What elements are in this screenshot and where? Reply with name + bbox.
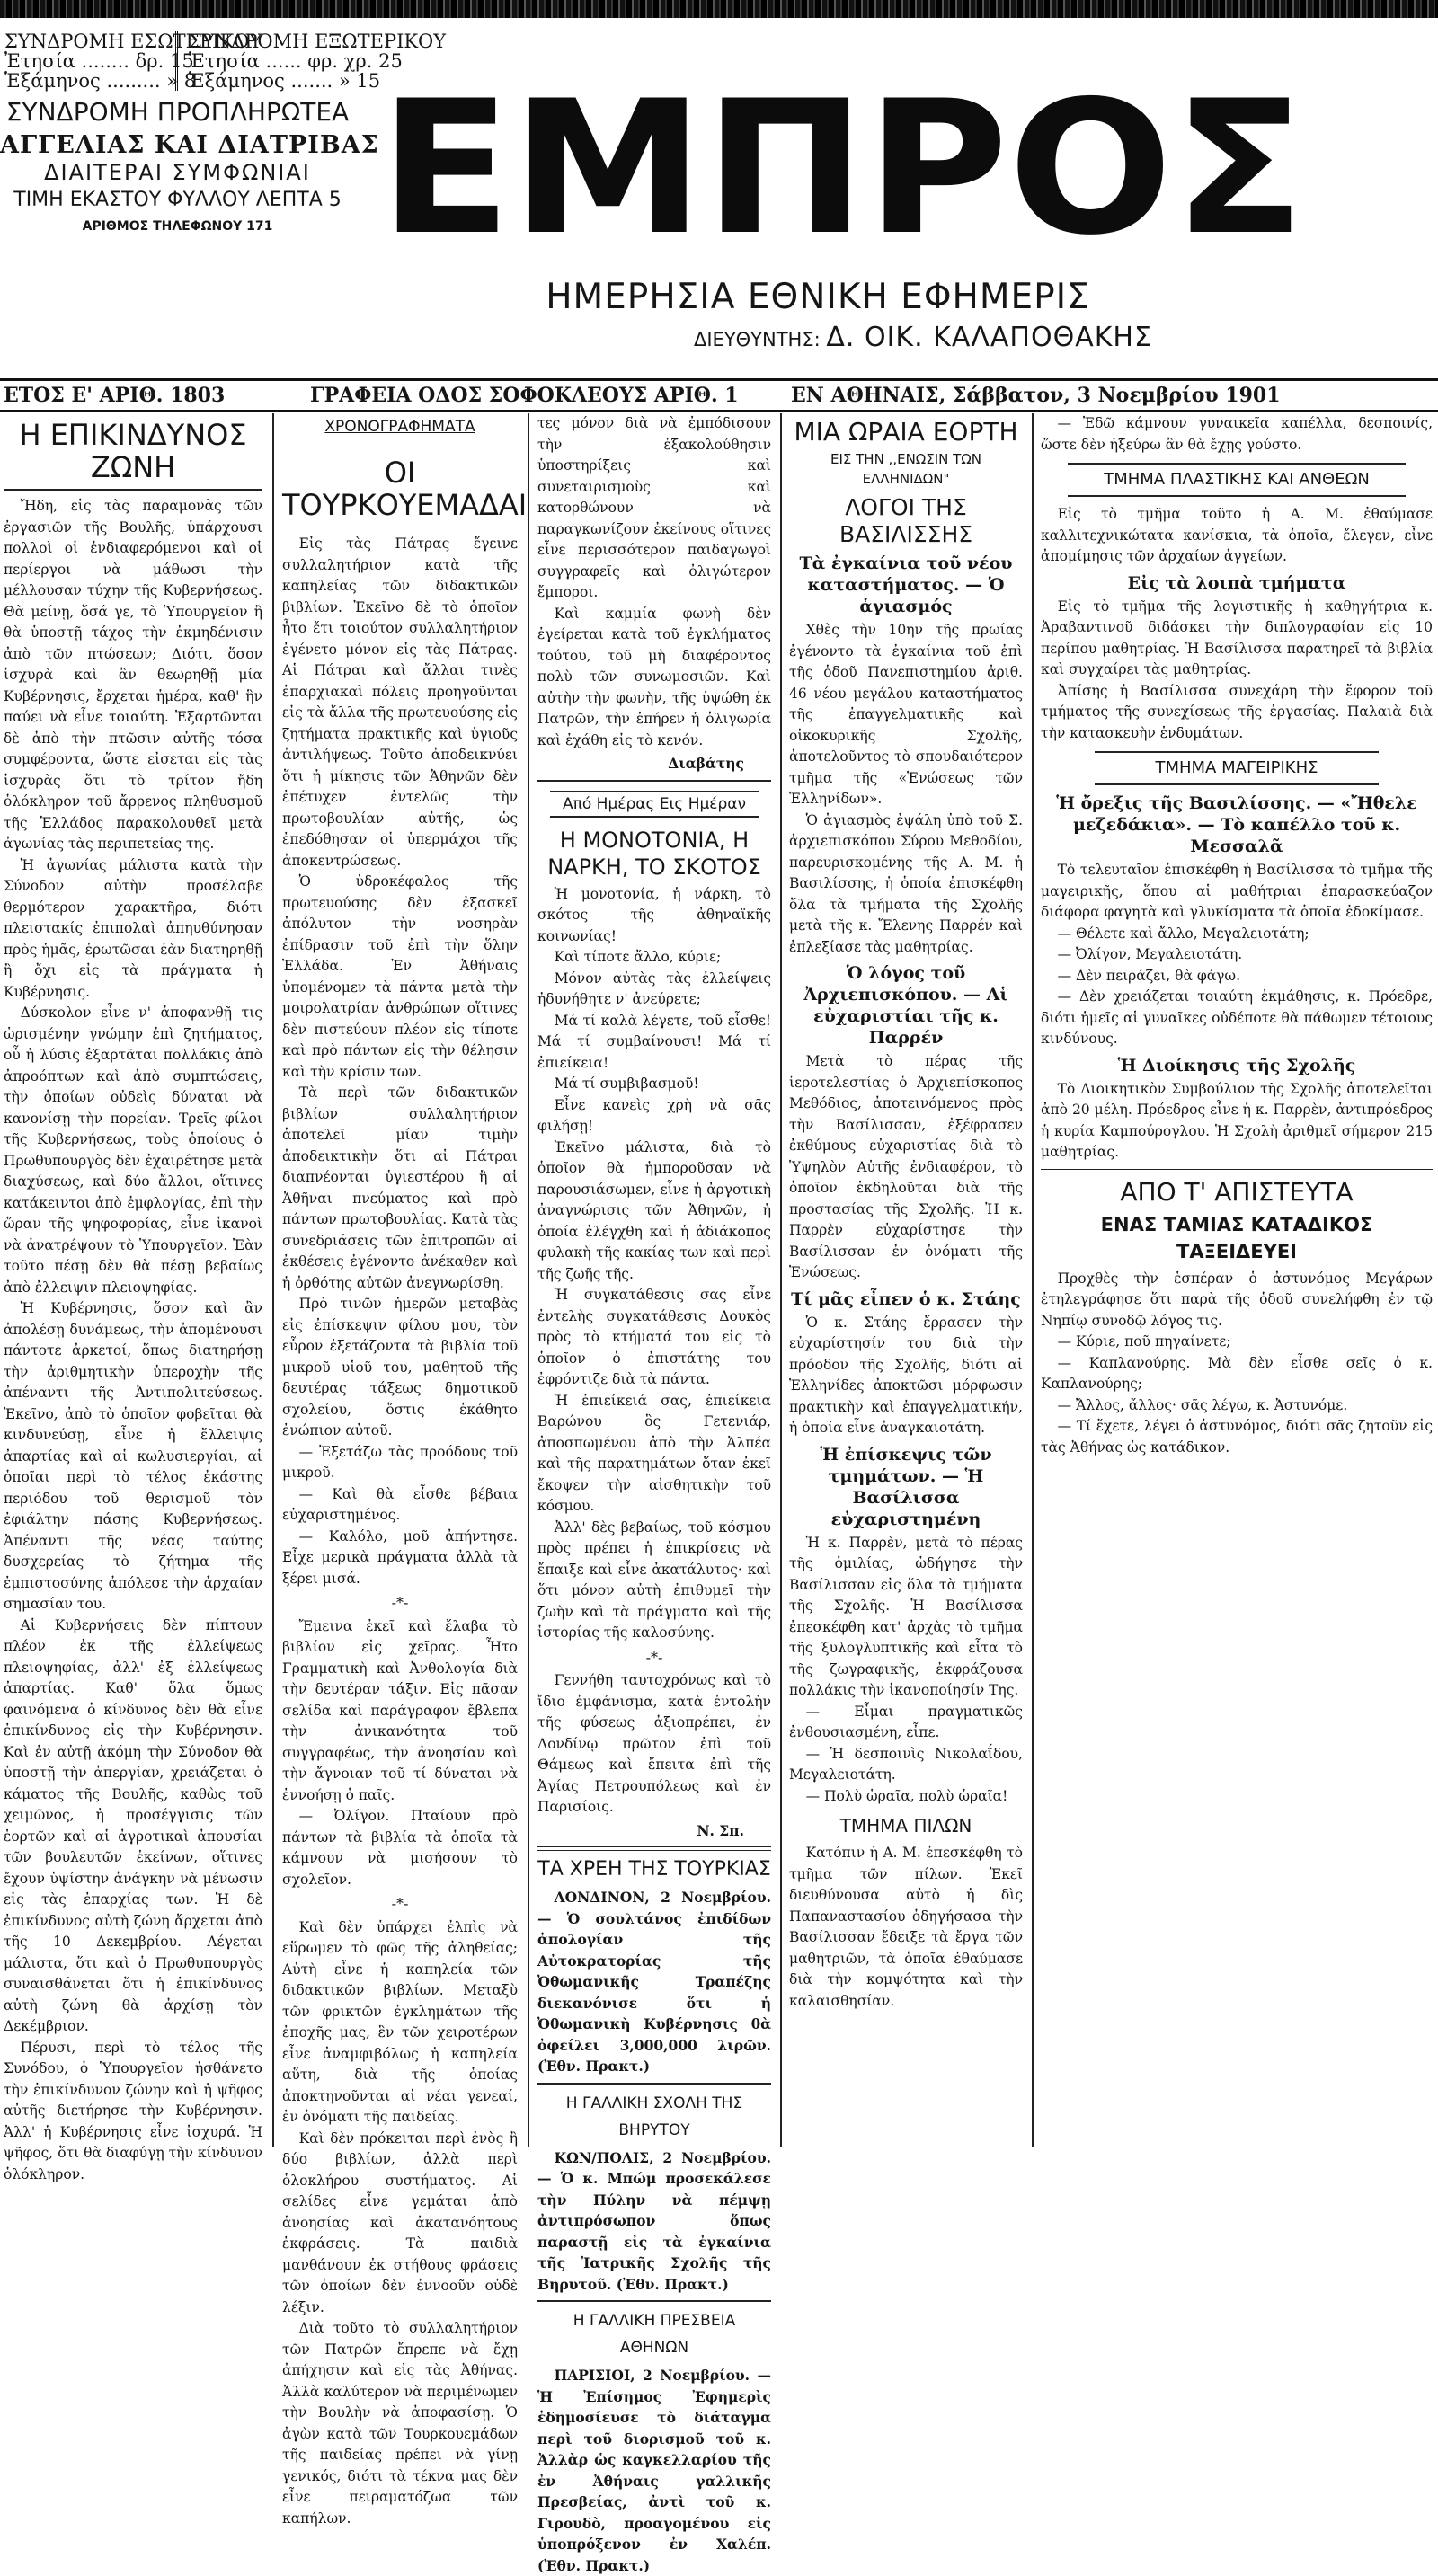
- exterior-yearly-price: Ἐτησία ...... φρ. χρ. 25: [189, 50, 403, 72]
- dialogue-line: — Δὲν πειράζει, θὰ φάγω.: [1057, 967, 1240, 984]
- column-5: [1041, 413, 1433, 2156]
- exterior-halfyear-price: Ἑξάμηνος ....... » 15: [189, 70, 381, 92]
- subheading: Τί μᾶς εἶπεν ὁ κ. Στάης: [791, 1288, 1021, 1309]
- subscription-box: [0, 31, 447, 92]
- column-rule: [1032, 413, 1034, 2147]
- telegram: ΛΟΝΔΙΝΟΝ, 2 Νοεμβρίου. — Ὁ σουλτάνος ἐπιδίδων ἀπολογίαν τῆς Αὐτοκρατορίας τῆς Ὀθωμανικῆς Τραπέζης διεκανόνισε ὅτι ἡ Ὀθωμανικὴ Κυβέρνησις θὰ ὀφείλει 3,000,000 λιρῶν. (Ἐθν. Πρακτ.): [537, 1889, 771, 2075]
- headline: Η ΕΠΙΚΙΝΔΥΝΟΣ ΖΩΝΗ: [19, 418, 247, 484]
- dialogue-line: — Καπλανούρης. Μὰ δὲν εἶσθε σεῖς ὁ κ. Καπλανούρης;: [1041, 1354, 1433, 1392]
- agreements-notice: ΔΙΑΙΤΕΡΑΙ ΣΥΜΦΩΝΙΑΙ: [44, 160, 311, 185]
- article-paragraph: Ἔμεινα ἐκεῖ καὶ ἔλαβα τὸ βιβλίον εἰς χεῖρας. Ἦτο Γραμματικὴ καὶ Ἀνθολογία διὰ τὴν δευτέραν τάξιν. Εἰς πᾶσαν σελίδα καὶ παράγραφον ἔβλεπα τὴν ἀνικανότητα τοῦ συγγραφέως, τὴν ἀνοησίαν καὶ τὴν ἄγνοιαν τοῦ τί δύναται νὰ ἐννοήσῃ ὁ παῖς.: [282, 1617, 518, 1803]
- section-rubric: ΕΙΣ ΤΗΝ ,,ΕΝΩΣΙΝ ΤΩΝ ΕΛΛΗΝΙΔΩΝ": [830, 451, 981, 487]
- article-paragraph: Κατόπιν ἡ Α. Μ. ἐπεσκέφθη τὸ τμῆμα τῶν πίλων. Ἐκεῖ διευθύνουσα αὐτὸ ἡ δὶς Παπαναστασίου ὁδηγήσασα τὴν Βασίλισσαν ἔδειξε τὰ ἔργα τῶν μαθητριῶν, τὰ ὁποῖα ἐθαύμασε διὰ τὴν κομψότητα καὶ τὴν καλαισθησίαν.: [789, 1845, 1023, 2009]
- issue-date: ΕΝ ΑΘΗΝΑΙΣ, Σάββατον, 3 Νοεμβρίου 1901: [791, 384, 1281, 407]
- article-paragraph: Γεννήθη ταυτοχρόνως καὶ τὸ ἴδιο ἐμφάνισμα, κατὰ ἐντολὴν τῆς φύσεως ἀξιοπρέπει, ἐν Λονδίνῳ πρῶτον ἐπὶ τοῦ Θάμεως καὶ ἔπειτα ἐπὶ τῆς Ἀγίας Πετρουπόλεως καὶ ἐν Παρισίοις.: [537, 1672, 771, 1815]
- dialogue-line: Μά τί συμβιβασμοῦ!: [554, 1076, 699, 1092]
- dialogue-line: — Τί ἔχετε, λέγει ὁ ἀστυνόμος, διότι σᾶς ζητοῦν εἰς τὰς Ἀθήνας ὡς κατάδικον.: [1041, 1418, 1433, 1456]
- subheading: Εἰς τὰ λοιπὰ τμήματα: [1127, 572, 1346, 593]
- dialogue-line: Μόνον αὐτὰς τὰς ἐλλείψεις ἠδυνήθητε ν' ἀνεύρετε;: [537, 969, 771, 1007]
- article-paragraph: Προχθὲς τὴν ἑσπέραν ὁ ἀστυνόμος Μεγάρων ἐτηλεγράφησε ὅτι παρὰ τῆς ὁδοῦ συνελήφθη ἐν τῷ Νηπίῳ συνοδῷ λόγος τις.: [1041, 1270, 1433, 1329]
- headline: Η ΓΑΛΛΙΚΗ ΣΧΟΛΗ ΤΗΣ ΒΗΡΥΤΟΥ: [565, 2094, 743, 2139]
- dialogue-line: — Ἡ δεσποινὶς Νικολαΐδου, Μεγαλειοτάτη.: [789, 1745, 1023, 1783]
- article-paragraph: τες μόνον διὰ νὰ ἐμπόδισουν τὴν ἐξακολούθησιν ὑποστηρίξεις καὶ συνεταιρισμοὺς καὶ κατορθώνουν νὰ παραγκωνίζουν ἐκείνους οἵτινες εἶνε περισσότερον παιδαγωγοὶ συγγραφεῖς καὶ ὀλιγώτερον ἔμποροι.: [537, 415, 771, 600]
- section-rubric: Από Ημέρας Εις Ημέραν: [550, 791, 759, 818]
- column-2: ΧΡΟΝΟΓΡΑΦΗΜΑΤΑ ΟΙ ΤΟΥΡΚΟΥΕΜΑΔΑΙ Εἰς τὰς Πάτρας ἔγεινε συλλαλητήριον κατὰ τῆς καπηλείας τῶν διδακτικῶν βιβλίων. Ἐκεῖνο δὲ τὸ ὁποῖον ἦτο ἔτι τοιούτον συλλαλητήριον ἐγένετο μόνον εἰς τὰς Πάτρας. Αἱ Πάτραι καὶ ἄλλαι τινὲς ἐπαρχιακαὶ πόλεις προηγοῦνται εἰς τὰ ἄλλα τῆς πρωτευούσης εἰς ζητήματα πρακτικῆς καὶ ὑγιοῦς ἀντιλήψεως. Τοῦτο ἀποδεικνύει ὅτι ἡ μίκησις τῶν Ἀθηνῶν δὲν ἐπέτυχεν ἐντελῶς τὴν πρωτοβουλίαν αὐτῆς, ὡς ἐπεδόθησαν οἱ ὑπερμάχοι τῆς ἀποκεντρώσεως. Ὁ ὑδροκέφαλος τῆς πρωτευούσης δὲν ἐξασκεῖ ἀπόλυτον τὴν νοσηρὰν ἐπίδρασιν τοῦ ἐπὶ τὴν ὅλην Ἑλλάδα. Ἐν Ἀθήναις ὑπομένομεν τὰ πάντα μετὰ τὴν μοιρολατρίαν ἀνθρώπων οἵτινες δὲν πιστεύουν πλέον εἰς τίποτε καὶ πρὸ πάντων εἰς τὴν θέλησιν καὶ τὴν κρίσιν των. Τὰ περὶ τῶν διδακτικῶν βιβλίων συλλαλητήριον ἀποτελεῖ μίαν τιμὴν ἀποδεικτικὴν ὅτι αἱ Πάτραι διαπνέονται ὑγιεστέρου ἢ αἱ Ἀθῆναι πνεύματος καὶ πρὸ πάντων πρωτοβουλίας. Κατὰ τὰς συνεδριάσεις τῶν ἐπιτροπῶν αἱ ἐκθέσεις ἐγένοντο ἀνέκαθεν καὶ ἡ ὀρθότης αὐτῶν ἀνεγνωρίσθη. Πρὸ τινῶν ἡμερῶν μεταβὰς εἰς ἐπίσκεψιν φίλου μου, τὸν εὗρον ἐξετάζοντα τὰ βιβλία τοῦ μικροῦ υἱοῦ του, μαθητοῦ τῆς δευτέρας τάξεως δημοτικοῦ σχολείου, ὅστις ἐκάθητο ἐνώπιον αὐτοῦ. — Ἐξετάζω τὰς προόδους τοῦ μικροῦ. — Καὶ θὰ εἶσθε βέβαια εὐχαριστημένος. — Καλόλο, μοῦ ἀπήντησε. Εἶχε μερικὰ πράγματα ἀλλὰ τὰ ξέρει μισά. -*- Ἔμεινα ἐκεῖ καὶ ἔλαβα τὸ βιβλίον εἰς χεῖρας. Ἦτο Γραμματικὴ καὶ Ἀνθολογία διὰ τὴν δευτέραν τάξιν. Εἰς πᾶσαν σελίδα καὶ παράγραφον ἔβλεπα τὴν ἀνικανότητα τοῦ συγγραφέως, τὴν ἀνοησίαν καὶ τὴν ἄγνοιαν τοῦ τί δύναται νὰ ἐννοήσῃ ὁ παῖς. — Ὀλίγον. Πταίουν πρὸ πάντων τὰ βιβλία τὰ ὁποῖα τὰ κάμνουν νὰ μισήσουν τὸ σχολεῖον. -*- Καὶ δὲν ὑπάρχει ἐλπὶς νὰ εὕρωμεν τὸ φῶς τῆς ἀληθείας; Αὐτὴ εἶνε ἡ καπηλεία τῶν διδακτικῶν βιβλίων. Μεταξὺ τῶν φρικτῶν ἐγκλημάτων τῆς ἐποχῆς μας, ἓν τῶν χειροτέρων εἶνε ἀναμφιβόλως ἡ καπηλεία αὕτη, διὰ τῆς ὁποίας ἀποκτηνοῦνται αἱ νέαι γενεαί, ἐν ὀνόματι τῆς παιδείας. Καὶ δὲν πρόκειται περὶ ἐνὸς ἢ δύο βιβλίων, ἀλλὰ περὶ ὁλοκλήρου συστήματος. Αἱ σελίδες εἶνε γεμάται ἀπὸ ἀνοησίας καὶ ἀκατανόητους ἐκφράσεις. Τὰ παιδιὰ μανθάνουν ἐκ στήθους φράσεις τῶν ὁποίων δὲν ἐννοοῦν οὐδὲ λέξιν. Διὰ τοῦτο τὸ συλλαλητήριον τῶν Πατρῶν ἔπρεπε νὰ ἔχῃ ἀπήχησιν καὶ εἰς τὰς Ἀθήνας. Ἀλλὰ καλύτερον νὰ περιμένωμεν τὴν Βουλὴν νὰ ἀποφασίσῃ. Ὁ ἀγὼν κατὰ τῶν Τουρκουεμάδων τῆς παιδείας πρέπει νὰ γίνῃ γενικός, διότι τὰ τέκνα μας δὲν εἶνε πειραματόζωα τῶν καπήλων.: [282, 413, 518, 2156]
- column-4: [789, 413, 1023, 2156]
- dialogue-line: Μά τί καλὰ λέγετε, τοῦ εἶσθε! Μά τί συμβαίνουσι! Μά τί ἐπιείκεια!: [537, 1012, 771, 1071]
- article-paragraph: Ἀπίσης ἡ Βασίλισσα συνεχάρη τὴν ἔφορον τοῦ τμήματος τῆς συνεχίσεως τῆς ἐργασίας. Παλαιὰ διὰ τὴν κατασκευὴν ἐνδυμάτων.: [1041, 682, 1433, 741]
- article-paragraph: Ἡ Κυβέρνησις, ὅσον καὶ ἂν ἀπολέσῃ δυνάμεως, τὴν ἀπομένουσι πάντοτε ἀρκετοί, ὅπως διατηρήσῃ τὴν ἀριθμητικὴν ὑπεροχὴν τῆς ἀπέναντι τῆς Ἀντιπολιτεύσεως. Ἐκεῖνο, ἀπὸ τὸ ὁποῖον φοβεῖται θὰ κινδυνεύσῃ, εἶνε ἡ ἔλλειψις ἀπαρτίας καὶ αἱ κωλυσιεργίαι, αἱ ὁποῖαι περὶ τὸ τέλος ἐκάστης περιόδου τοῦ θερισμοῦ τὸν ἐφιάλτην πάσης Κυβερνήσεως. Ἀπέναντι τῆς νέας ταύτης δυσχερείας τὸ ζήτημα τῆς ἐμπιστοσύνης ἀπόλεσε τὴν ἀρχαίαν σημασίαν του.: [4, 1300, 262, 1612]
- headline: ΤΜΗΜΑ ΠΛΑΣΤΙΚΗΣ ΚΑΙ ΑΝΘΕΩΝ: [1068, 463, 1406, 497]
- headline: ΤΜΗΜΑ ΜΑΓΕΙΡΙΚΗΣ: [1095, 751, 1379, 785]
- column-rule: [272, 413, 274, 2147]
- prepaid-notice: ΣΥΝΔΡΟΜΗ ΠΡΟΠΛΗΡΩΤΕΑ: [5, 97, 350, 127]
- article-paragraph: Ἡ κ. Παρρὲν, μετὰ τὸ πέρας τῆς ὁμιλίας, ὡδήγησε τὴν Βασίλισσαν εἰς ὅλα τὰ τμήματα τῆς Σχολῆς. Ἡ Βασίλισσα ἐπεσκέφθη κατ' ἀρχὰς τὸ τμῆμα τῆς ξυλογλυπτικῆς καὶ εἶτα τὸ τῆς ζωγραφικῆς, ἐκφράζουσα πολλάκις τὴν ἱκανοποίησίν Της.: [789, 1534, 1023, 1698]
- article-paragraph: Δύσκολον εἶνε ν' ἀποφανθῇ τις ὡρισμένην γνώμην ἐπὶ ζητήματος, οὗ ἡ λύσις ἐξαρτᾶται πολλάκις ἀπὸ ἀπροόπτων καὶ ἀπὸ συμπτώσεις, τὴν ὁποίων οὐδεὶς δύναται νὰ κανονίσῃ τὴν πορείαν. Τρεῖς φίλοι τῆς Κυβερνήσεως, τοὺς ὁποίους ὁ Πρωθυπουργὸς δὲν ἐχαιρέτησε μετὰ διαχύσεως, καὶ δύο ἄλλοι, οἵτινες κατάκειντοι ἀπὸ ἐμφλογίας, ἐπὶ τὴν ὥραν τῆς ψηφοφορίας, εἶνε ἱκανοὶ νὰ ἀνατρέψουν τὸ Ὑπουργεῖον. Ἐὰν τοῦτο πέσῃ δὲν θὰ πέσῃ βεβαίως ἀπὸ ἐλλειψιν πλειοψηφίας.: [4, 1005, 262, 1296]
- article-paragraph: Ὁ ἁγιασμὸς ἐψάλη ὑπὸ τοῦ Σ. ἀρχιεπισκόπου Σύρου Μεθοδίου, παρευρισκομένης τῆς Α. Μ. ἡ Βασιλίσσης, ἡ ὁποία ἐπισκέφθη ὅλα τὰ τμήματα τῆς Σχολῆς μετὰ τῆς κ. Ἔλενης Παρρέν καὶ ἐπλεξίασε τὰς μαθητρίας.: [789, 811, 1023, 955]
- interior-yearly-price: Ἐτησία ........ δρ. 15: [4, 50, 194, 72]
- article-paragraph: — Δὲν χρειάζεται τοιαύτη ἐκμάθησις, κ. Πρόεδρε, διότι ἡμεῖς αἱ γυναῖκες οὐδέποτε θὰ πάθωμεν τέτοιους κινδύνους.: [1041, 988, 1433, 1047]
- logo-text: ΕΜΠΡΟΣ: [379, 62, 1305, 276]
- dialogue-line: — Εἶμαι πραγματικῶς ἐνθουσιασμένη, εἶπε.: [789, 1703, 1023, 1740]
- column-rule: [528, 413, 529, 2147]
- dialogue-line: Καὶ τίποτε ἄλλο, κύριε;: [554, 949, 722, 965]
- column-3: τες μόνον διὰ νὰ ἐμπόδισουν τὴν ἐξακολούθησιν ὑποστηρίξεις καὶ συνεταιρισμοὺς καὶ κατορθώνουν νὰ παραγκωνίζουν ἐκείνους οἵτινες εἶνε περισσότερον παιδαγωγοὶ συγγραφεῖς καὶ ὀλιγώτερον ἔμποροι. Καὶ καμμία φωνὴ δὲν ἐγείρεται κατὰ τοῦ ἐγκλήματος τούτου, τοῦ μὴ διαφέροντος πολὺ τῶν συνωμοσιῶν. Καὶ αὐτὴν τὴν φωνὴν, τῆς ὑψώθη ἐκ Πατρῶν, τὴν ἐπήρεν ἡ ὀλιγωρία καὶ ἐχάθη εἰς τὸ κενόν. Διαβάτης Από Ημέρας Εις Ημέραν Η ΜΟΝΟΤΟΝΙΑ, Η ΝΑΡΚΗ, ΤΟ ΣΚΟΤΟΣ Ἡ μονοτονία, ἡ νάρκη, τὸ σκότος τῆς ἀθηναϊκῆς κοινωνίας! Καὶ τίποτε ἄλλο, κύριε; Μόνον αὐτὰς τὰς ἐλλείψεις ἠδυνήθητε ν' ἀνεύρετε; Μά τί καλὰ λέγετε, τοῦ εἶσθε! Μά τί συμβαίνουσι! Μά τί ἐπιείκεια! Μά τί συμβιβασμοῦ! Εἶνε κανεὶς χρὴ νὰ σᾶς φιλήσῃ! Ἐκεῖνο μάλιστα, διὰ τὸ ὁποῖον θὰ ἠμποροῦσαν νὰ παρουσιάσωμεν, εἶνε ἡ ἀργοτικὴ ἀναγνώρισις τῶν Ἀθηνῶν, ἡ ὁποία ἐλέγχθη καὶ ἡ ἀδιάκοπος φυλακὴ τῆς κακίας των καὶ περὶ τῆς ζωῆς τῆς. Ἡ συγκατάθεσις σας εἶνε ἐντελὴς συγκατάθεσις Δουκὸς πρὸς τὸ κτήματά του εἰς τὸ ὁποῖον ὁ ἐπιστάτης του ἐφρόντιζε διὰ τὰ πάντα. Ἡ ἐπιείκειά σας, ἐπιείκεια Βαρώνου ὃς Γετενιάρ, ἀποσπωμένου ἀπὸ τὴν Ἀλπέα καὶ τῆς παρατημάτων ὅταν ἐκεῖ ἔκοψεν τὴν αἰσθητικὴν τοῦ κόσμου. Ἀλλ' δὲς βεβαίως, τοῦ κόσμου πρὸς πρέπει ἡ ἐπικρίσεις νὰ ἔπαιξε καὶ εἶνε ἀκατάλυτος· καὶ ὅτι μόνον αὐτὴ ἐπιθυμεῖ τὴν ζωὴν καὶ τὰ πράγματα καὶ τῆς ἱστορίας τῆς καλοσύνης. -*- Γεννήθη ταυτοχρόνως καὶ τὸ ἴδιο ἐμφάνισμα, κατὰ ἐντολὴν τῆς φύσεως ἀξιοπρέπει, ἐν Λονδίνῳ πρῶτον ἐπὶ τοῦ Θάμεως καὶ ἔπειτα ἐπὶ τῆς Ἀγίας Πετρουπόλεως καὶ ἐν Παρισίοις. Ν. Σπ. ΤΑ ΧΡΕΗ ΤΗΣ ΤΟΥΡΚΙΑΣ ΛΟΝΔΙΝΟΝ, 2 Νοεμβρίου. — Ὁ σουλτάνος ἐπιδίδων ἀπολογίαν τῆς Αὐτοκρατορίας τῆς Ὀθωμανικῆς Τραπέζης διεκανόνισε ὅτι ἡ Ὀθωμανικὴ Κυβέρνησις θὰ ὀφείλει 3,000,000 λιρῶν. (Ἐθν. Πρακτ.) Η ΓΑΛΛΙΚΗ ΣΧΟΛΗ ΤΗΣ ΒΗΡΥΤΟΥ ΚΩΝ/ΠΟΛΙΣ, 2 Νοεμβρίου. — Ὁ κ. Μπώμ προσεκάλεσε τὴν Πύλην νὰ πέμψῃ ἀντιπρόσωπον ὅπως παραστῇ εἰς τὰ ἐγκαίνια τῆς Ἰατρικῆς Σχολῆς τῆς Βηρυτοῦ. (Ἐθν. Πρακτ.) Η ΓΑΛΛΙΚΗ ΠΡΕΣΒΕΙΑ ΑΘΗΝΩΝ ΠΑΡΙΣΙΟΙ, 2 Νοεμβρίου. — Ἡ Ἐπίσημος Ἐφημερὶς ἐδημοσίευσε τὸ διάταγμα περὶ τοῦ διορισμοῦ τοῦ κ. Ἀλλὰρ ὡς καγκελλαρίου τῆς ἐν Ἀθήναις γαλλικῆς Πρεσβείας, ἀντὶ τοῦ κ. Γιρουδὸ, προαγομένου εἰς ὑποπρόξενον ἐν Χαλέπ. (Ἐθν. Πρακτ.): [537, 413, 771, 2156]
- article-paragraph: Ὁ κ. Στάης ἔρρασεν τὴν εὐχαρίστησίν του διὰ τὴν πρόοδον τῆς Σχολῆς, διότι αἱ Ἑλληνίδες ἀποκτῶσι μόρφωσιν πρακτικὴν καὶ ἐπαγγελματικήν, ἡ ὁποία εἶνε ἀναγκαιοτάτη.: [789, 1314, 1023, 1436]
- article-paragraph: Ἡ συγκατάθεσις σας εἶνε ἐντελὴς συγκατάθεσις Δουκὸς πρὸς τὸ κτήματά του εἰς τὸ ὁποῖον ὁ ἐπιστάτης του ἐφρόντιζε διὰ τὰ πάντα.: [537, 1287, 771, 1387]
- dialogue-line: — Κύριε, ποῦ πηγαίνετε;: [1057, 1333, 1231, 1350]
- article-paragraph: Ἡ ἐπιείκειά σας, ἐπιείκεια Βαρώνου ὃς Γετενιάρ, ἀποσπωμένου ἀπὸ τὴν Ἀλπέα καὶ τῆς παρατημάτων ὅταν ἐκεῖ ἔκοψεν τὴν αἰσθητικὴν τοῦ κόσμου.: [537, 1392, 771, 1514]
- article-paragraph: Εἰς τὸ τμῆμα τῆς λογιστικῆς ἡ καθηγήτρια κ. Ἀραβαντινοῦ διδάσκει τὴν διπλογραφίαν εἰς 10 περίπου μαθητρίας. Ἡ Βασίλισσα παρατηρεῖ τὰ βιβλία καὶ συγχαίρει τὰς μαθητρίας.: [1041, 598, 1433, 677]
- headline: ΑΠΟ Τ' ΑΠΙΣΤΕΥΤΑ: [1120, 1176, 1354, 1207]
- article-paragraph: Εἰς τὰς Πάτρας ἔγεινε συλλαλητήριον κατὰ τῆς καπηλείας τῶν διδακτικῶν βιβλίων. Ἐκεῖνο δὲ τὸ ὁποῖον ἦτο ἔτι τοιούτον συλλαλητήριον ἐγένετο μόνον εἰς τὰς Πάτρας. Αἱ Πάτραι καὶ ἄλλαι τινὲς ἐπαρχιακαὶ πόλεις προηγοῦνται εἰς τὰ ἄλλα τῆς πρωτευούσης εἰς ζητήματα πρακτικῆς καὶ ὑγιοῦς ἀντιλήψεως. Τοῦτο ἀποδεικνύει ὅτι ἡ μίκησις τῶν Ἀθηνῶν δὲν ἐπέτυχεν ἐντελῶς τὴν πρωτοβουλίαν αὐτῆς, ὡς ἐπεδόθησαν οἱ ὑπερμάχοι τῆς ἀποκεντρώσεως.: [282, 536, 518, 869]
- dateline-bar: [0, 378, 1438, 412]
- headline: ΟΙ ΤΟΥΡΚΟΥΕΜΑΔΑΙ: [282, 456, 528, 522]
- article-paragraph: Μετὰ τὸ πέρας τῆς ἱεροτελεστίας ὁ Ἀρχιεπίσκοπος Μεθόδιος, ἀποτεινόμενος πρὸς τὴν Βασίλισσαν, ἐξέφρασεν ἐκθύμους εὐχαριστίας διὰ τὸ Ὑψηλὸν Αὐτῆς ἐνδιαφέρον, τὸ ὁποῖον ἐκδηλοῦται διὰ τῆς προστασίας τῆς Σχολῆς. Ἡ κ. Παρρὲν εὐχαρίστησε τὴν Βασίλισσαν ἐν ὀνόματι τῆς Ἑνώσεως.: [789, 1053, 1023, 1280]
- dialogue-line: — Ἐξετάζω τὰς προόδους τοῦ μικροῦ.: [282, 1443, 518, 1481]
- interior-halfyear-price: Ἑξάμηνος ......... » 8: [4, 70, 197, 92]
- dialogue-line: — Καλόλο, μοῦ ἀπήντησε. Εἶχε μερικὰ πράγματα ἀλλὰ τὰ ξέρει μισά.: [282, 1527, 518, 1587]
- article-paragraph: Διὰ τοῦτο τὸ συλλαλητήριον τῶν Πατρῶν ἔπρεπε νὰ ἔχῃ ἀπήχησιν καὶ εἰς τὰς Ἀθήνας. Ἀλλὰ καλύτερον νὰ περιμένωμεν τὴν Βουλὴν νὰ ἀποφασίσῃ. Ὁ ἀγὼν κατὰ τῶν Τουρκουεμάδων τῆς παιδείας πρέπει νὰ γίνῃ γενικός, διότι τὰ τέκνα μας δὲν εἶνε πειραματόζωα τῶν καπήλων.: [282, 2320, 518, 2527]
- dialogue-line: — Ἄλλος, ἄλλος· σᾶς λέγω, κ. Ἀστυνόμε.: [1057, 1396, 1348, 1413]
- dialogue-line: — Ὀλίγον. Πταίουν πρὸ πάντων τὰ βιβλία τὰ ὁποῖα τὰ κάμνουν νὰ μισήσουν τὸ σχολεῖον.: [282, 1808, 518, 1888]
- headline: ΕΝΑΣ ΤΑΜΙΑΣ ΚΑΤΑΔΙΚΟΣ ΤΑΞΕΙΔΕΥΕΙ: [1100, 1213, 1373, 1262]
- subheading: Ὁ λόγος τοῦ Ἀρχιεπισκόπου. — Αἱ εὐχαριστίαι τῆς κ. Παρρέν: [803, 963, 1008, 1048]
- newspaper-subtitle: ΗΜΕΡΗΣΙΑ ΕΘΝΙΚΗ ΕΦΗΜΕΡΙΣ: [546, 277, 1090, 317]
- subheading: Ἡ Διοίκησις τῆς Σχολῆς: [1117, 1055, 1356, 1076]
- article-paragraph: Καὶ δὲν πρόκειται περὶ ἐνὸς ἢ δύο βιβλίων, ἀλλὰ περὶ ὁλοκλήρου συστήματος. Αἱ σελίδες εἶνε γεμάται ἀπὸ ἀνοησίας καὶ ἀκατανόητους ἐκφράσεις. Τὰ παιδιὰ μανθάνουν ἐκ στήθους φράσεις τῶν ὁποίων δὲν ἐννοοῦν οὐδὲ λέξιν.: [282, 2129, 518, 2315]
- article-paragraph: Ὁ ὑδροκέφαλος τῆς πρωτευούσης δὲν ἐξασκεῖ ἀπόλυτον τὴν νοσηρὰν ἐπίδρασιν τοῦ ἐπὶ τὴν ὅλην Ἑλλάδα. Ἐν Ἀθήναις ὑπομένομεν τὰ πάντα μετὰ τὴν μοιρολατρίαν ἀνθρώπων οἵτινες δὲν πιστεύουν πλέον εἰς τίποτε καὶ πρὸ πάντων εἰς τὴν θέλησιν καὶ τὴν κρίσιν των.: [282, 873, 518, 1080]
- ads-notice: ΑΓΓΕΛΙΑΣ ΚΑΙ ΔΙΑΤΡΙΒΑΣ: [0, 131, 379, 159]
- scan-edge-band: [0, 0, 1438, 18]
- phone-number: ΑΡΙΘΜΟΣ ΤΗΛΕΦΩΝΟΥ 171: [82, 219, 273, 234]
- exterior-subscription-label: ΣΥΝΔΡΟΜΗ ΕΞΩΤΕΡΙΚΟΥ: [189, 31, 447, 52]
- article-paragraph: Χθὲς τὴν 10ην τῆς πρωίας ἐγένοντο τὰ ἐγκαίνια τοῦ ἐπὶ τῆς ὁδοῦ Πανεπιστημίου ἀριθ. 46 νέου μεγάλου καταστήματος τῆς ἐπαγγελματικῆς καὶ οἰκοκυρικῆς Σχολῆς, ἀποτελοῦντος τὸ σπουδαιότερον τμῆμα τῆς «Ἑνώσεως τῶν Ἑλληνίδων».: [789, 622, 1023, 807]
- article-paragraph: Ἡ ἀγωνίας μάλιστα κατὰ τὴν Σύνοδον αὐτὴν προσέλαβε θερμότερον χαρακτῆρα, διότι πλειστακίς ἐπιπολαὶ ἀπηυθύνησαν πρὸς ἡμᾶς, ἐρωτῶσαι ἐὰν διατηρηθῇ ἢ ὄχι εἰς τὰ πράγματα ἡ Κυβέρνησις.: [4, 856, 262, 1000]
- section-rubric: ΧΡΟΝΟΓΡΑΦΗΜΑΤΑ: [324, 418, 475, 436]
- article-paragraph: Καὶ καμμία φωνὴ δὲν ἐγείρεται κατὰ τοῦ ἐγκλήματος τούτου, τοῦ μὴ διαφέροντος πολὺ τῶν συνωμοσιῶν. Καὶ αὐτὴν τὴν φωνὴν, τῆς ὑψώθη ἐκ Πατρῶν, τὴν ἐπήρεν ἡ ὀλιγωρία καὶ ἐχάθη εἰς τὸ κενόν.: [537, 605, 771, 748]
- headline: Η ΓΑΛΛΙΚΗ ΠΡΕΣΒΕΙΑ ΑΘΗΝΩΝ: [573, 2312, 736, 2357]
- article-paragraph: Πέρυσι, περὶ τὸ τέλος τῆς Συνόδου, ὁ Ὑπουργεῖον ἠσθάνετο τὴν ἐπικίνδυνον ζώνην καὶ ἡ ψῆφος αὐτῆς διετήρησε τὴν Κυβέρνησιν. Ἀλλ' ἡ Κυβέρνησις εἶνε ἰσχυρά. Ἡ ψῆφος, ὅτι θὰ διαφύγῃ τὴν κίνδυνον ὁλόκληρον.: [4, 2039, 262, 2182]
- article-paragraph: Ἤδη, εἰς τὰς παραμονὰς τῶν ἐργασιῶν τῆς Βουλῆς, ὑπάρχουσι πολλοὶ οἱ ἐνδιαφερόμενοι καὶ οἱ περίεργοι νὰ μάθωσι τὴν μέλλουσαν τύχην τῆς Κυβερνήσεως. Θὰ μείνῃ, ὅσά γε, τὸ Ὑπουργεῖον ἢ θὰ ὑποστῇ τάχος τὴν ἐκμηδένισιν ἀπὸ τῶν πτώσεων; Διότι, ὅσον ἰσχυρὰ καὶ ἂν θεωρηθῇ μία Κυβέρνησις, ἔρχεται ἡμέρα, καθ' ἣν παύει νὰ εἶνε τοιαύτη. Ἐξαρτῶνται δὲ ἀπὸ τὴν πτῶσιν αὐτῆς τόσα συμφέροντα, ὥστε εἰσεται εἰς τὰς ἰσχυρὰς ὅτι τὸ τρίτον ἤδη ὁλόκληρον τοῦ ἄρρενος πληθυσμοῦ τῆς Ἑλλάδος παρακολουθεῖ μετὰ ἀγωνίας τὰς περιπετείας της.: [4, 498, 262, 852]
- column-1: [4, 413, 262, 2182]
- subheading: Ἡ ἐπίσκεψις τῶν τμημάτων. — Ἡ Βασίλισσα εὐχαριστημένη: [820, 1444, 992, 1529]
- article-paragraph: Ἐκεῖνο μάλιστα, διὰ τὸ ὁποῖον θὰ ἠμποροῦσαν νὰ παρουσιάσωμεν, εἶνε ἡ ἀργοτικὴ ἀναγνώρισις τῶν Ἀθηνῶν, ἡ ὁποία ἐλέγχθη καὶ ἡ ἀδιάκοπος φυλακὴ τῆς κακίας των καὶ περὶ τῆς ζωῆς τῆς.: [537, 1138, 771, 1282]
- headline: ΤΜΗΜΑ ΠΙΛΩΝ: [839, 1815, 972, 1837]
- masthead-logo: [377, 62, 1308, 276]
- headline: Η ΜΟΝΟΤΟΝΙΑ, Η ΝΑΡΚΗ, ΤΟ ΣΚΟΤΟΣ: [547, 827, 761, 880]
- subheading: Τὰ ἐγκαίνια τοῦ νέου καταστήματος. — Ὁ ἁγιασμός: [799, 553, 1013, 616]
- interior-subscription-label: ΣΥΝΔΡΟΜΗ ΕΣΩΤΕΡΙΚΟΥ: [4, 31, 262, 52]
- price-notice: ΤΙΜΗ ΕΚΑΣΤΟΥ ΦΥΛΛΟΥ ΛΕΠΤΑ 5: [13, 189, 342, 211]
- dialogue-line: — Πολὺ ὡραῖα, πολὺ ὡραῖα!: [805, 1787, 1008, 1804]
- author-signature: Ν. Σπ.: [697, 1821, 744, 1839]
- dialogue-line: Εἶνε κανεὶς χρὴ νὰ σᾶς φιλήσῃ!: [537, 1096, 771, 1134]
- director-line: [694, 322, 1152, 353]
- article-paragraph: Εἰς τὸ τμῆμα τοῦτο ἡ Α. Μ. ἐθαύμασε καλλιτεχνικώτατα κανίσκια, τὰ ὁποῖα, ἔλεγεν, εἶνε ἀπομίμησις τῶν ἀρχαίων ἀγγείων.: [1041, 506, 1433, 564]
- column-rule: [780, 413, 782, 2147]
- dialogue-line: — Θέλετε καὶ ἄλλο, Μεγαλειοτάτη;: [1057, 925, 1309, 942]
- article-paragraph: Τὸ Διοικητικὸν Συμβούλιον τῆς Σχολῆς ἀποτελεῖται ἀπὸ 20 μέλη. Πρόεδρος εἶνε ἡ κ. Παρρὲν, ἀντιπρόεδρος ἡ κυρία Καμπούρογλου. Ἡ Σχολὴ ἀριθμεῖ σήμερον 215 μαθητρίας.: [1041, 1080, 1433, 1160]
- director-label: ΔΙΕΥΘΥΝΤΗΣ:: [694, 329, 821, 350]
- dialogue-line: — Ἐδῶ κάμνουν γυναικεῖα καπέλλα, δεσποινίς, ὥστε δὲν ἠξεύρω ἂν θὰ ἔχῃς γούστο.: [1041, 415, 1433, 453]
- office-address: ΓΡΑΦΕΙΑ ΟΔΟΣ ΣΟΦΟΚΛΕΟΥΣ ΑΡΙΘ. 1: [310, 384, 739, 407]
- headline: ΜΙΑ ΩΡΑΙΑ ΕΟΡΤΗ: [794, 417, 1018, 447]
- article-paragraph: Αἱ Κυβερνήσεις δὲν πίπτουν πλέον ἐκ τῆς ἐλλείψεως πλειοψηφίας, ἀλλ' ἐξ ἐλλείψεως ἀπαρτίας. Καθ' ὅλα ὅμως φαινόμενα ὁ κίνδυνος δὲν θὰ εἶνε ἐπικίνδυνος εἰς τὴν Κυβέρνησιν. Καὶ ἐν αὐτῇ ἀκόμη τὴν Σύνοδον θὰ ὑποστῇ τὴν ἀπεργίαν, χρειάζεται ὁ κάματος τῆς Βουλῆς, καθὼς τοῦ χειμῶνος, ἡ προσέγγισις τῶν ἑορτῶν καὶ αἱ ἀγροτικαὶ ἀπουσίαι τῶν βουλευτῶν ἐκείνων, οἵτινες ἔχουν ὑψίστην ἀνάγκην νὰ μένωσιν εἰς τὰς ἐπαρχίας των. Ἡ δὲ ἐπικίνδυνος αὐτὴ ζώνη ἄρχεται ἀπὸ τῆς 10 Δεκεμβρίου. Λέγεται μάλιστα, ὅτι καὶ ὁ Πρωθυπουργὸς συναισθάνεται ὅτι ἡ ἐπικίνδυνος αὐτὴ ζώνη θὰ ἀρχίσῃ τὸν Δεκέμβριον.: [4, 1616, 262, 2034]
- director-name: Δ. ΟΙΚ. ΚΑΛΑΠΟΘΑΚΗΣ: [826, 322, 1152, 353]
- headline: ΤΑ ΧΡΕΗ ΤΗΣ ΤΟΥΡΚΙΑΣ: [537, 1858, 771, 1881]
- issue-number: ΕΤΟΣ Ε' ΑΡΙΘ. 1803: [4, 384, 226, 407]
- article-paragraph: Ἀλλ' δὲς βεβαίως, τοῦ κόσμου πρὸς πρέπει ἡ ἐπικρίσεις νὰ ἔπαιξε καὶ εἶνε ἀκατάλυτος· καὶ ὅτι μόνον αὐτὴ ἐπιθυμεῖ τὴν ζωὴν καὶ τὰ πράγματα καὶ τῆς ἱστορίας τῆς καλοσύνης.: [537, 1518, 771, 1641]
- article-paragraph: Καὶ δὲν ὑπάρχει ἐλπὶς νὰ εὕρωμεν τὸ φῶς τῆς ἀληθείας; Αὐτὴ εἶνε ἡ καπηλεία τῶν διδακτικῶν βιβλίων. Μεταξὺ τῶν φρικτῶν ἐγκλημάτων τῆς ἐποχῆς μας, ἓν τῶν χειροτέρων εἶνε ἀναμφιβόλως ἡ καπηλεία αὕτη, διὰ τῆς ὁποίας ἀποκτηνοῦνται αἱ νέαι γενεαί, ἐν ὀνόματι τῆς παιδείας.: [282, 1918, 518, 2125]
- subheading: Ἡ ὄρεξις τῆς Βασιλίσσης. — «Ἤθελε μεζεδάκια». — Τὸ καπέλλο τοῦ κ. Μεσσαλᾶ: [1056, 793, 1417, 856]
- telegram: ΠΑΡΙΣΙΟΙ, 2 Νοεμβρίου. — Ἡ Ἐπίσημος Ἐφημερὶς ἐδημοσίευσε τὸ διάταγμα περὶ τοῦ διορισμοῦ τοῦ κ. Ἀλλὰρ ὡς καγκελλαρίου τῆς ἐν Ἀθήναις γαλλικῆς Πρεσβείας, ἀντὶ τοῦ κ. Γιρουδὸ, προαγομένου εἰς ὑποπρόξενον ἐν Χαλέπ. (Ἐθν. Πρακτ.): [537, 2367, 771, 2574]
- telegram: ΚΩΝ/ΠΟΛΙΣ, 2 Νοεμβρίου. — Ὁ κ. Μπώμ προσεκάλεσε τὴν Πύλην νὰ πέμψῃ ἀντιπρόσωπον ὅπως παραστῇ εἰς τὰ ἐγκαίνια τῆς Ἰατρικῆς Σχολῆς τῆς Βηρυτοῦ. (Ἐθν. Πρακτ.): [537, 2148, 771, 2293]
- dialogue-line: — Καὶ θὰ εἶσθε βέβαια εὐχαριστημένος.: [282, 1485, 518, 1523]
- author-signature: Διαβάτης: [668, 755, 744, 772]
- dialogue-line: — Ὀλίγον, Μεγαλειοτάτη.: [1057, 946, 1243, 962]
- article-paragraph: Πρὸ τινῶν ἡμερῶν μεταβὰς εἰς ἐπίσκεψιν φίλου μου, τὸν εὗρον ἐξετάζοντα τὰ βιβλία τοῦ μικροῦ υἱοῦ του, μαθητοῦ τῆς δευτέρας τάξεως δημοτικοῦ σχολείου, ὅστις ἐκάθητο ἐνώπιον αὐτοῦ.: [282, 1296, 518, 1438]
- article-paragraph: Τὸ τελευταῖον ἐπισκέφθη ἡ Βασίλισσα τὸ τμῆμα τῆς μαγειρικῆς, ὅπου αἱ μαθήτριαι ἐπαρασκεύαζον διάφορα φαγητὰ καὶ γλυκίσματα τὰ ὁποῖα ἐδοκίμασε.: [1041, 862, 1433, 920]
- dialogue-line: Ἡ μονοτονία, ἡ νάρκη, τὸ σκότος τῆς ἀθηναϊκῆς κοινωνίας!: [537, 885, 771, 944]
- headline: ΛΟΓΟΙ ΤΗΣ ΒΑΣΙΛΙΣΣΗΣ: [839, 494, 973, 547]
- article-paragraph: Τὰ περὶ τῶν διδακτικῶν βιβλίων συλλαλητήριον ἀποτελεῖ μίαν τιμὴν ἀποδεικτικὴν ὅτι αἱ Πάτραι διαπνέονται ὑγιεστέρου ἢ αἱ Ἀθῆναι πνεύματος καὶ πρὸ πάντων πρωτοβουλίας. Κατὰ τὰς συνεδριάσεις τῶν ἐπιτροπῶν αἱ ἐκθέσεις ἐγένοντο ἀνέκαθεν καὶ ἡ ὀρθότης αὐτῶν ἀνεγνωρίσθη.: [282, 1084, 518, 1291]
